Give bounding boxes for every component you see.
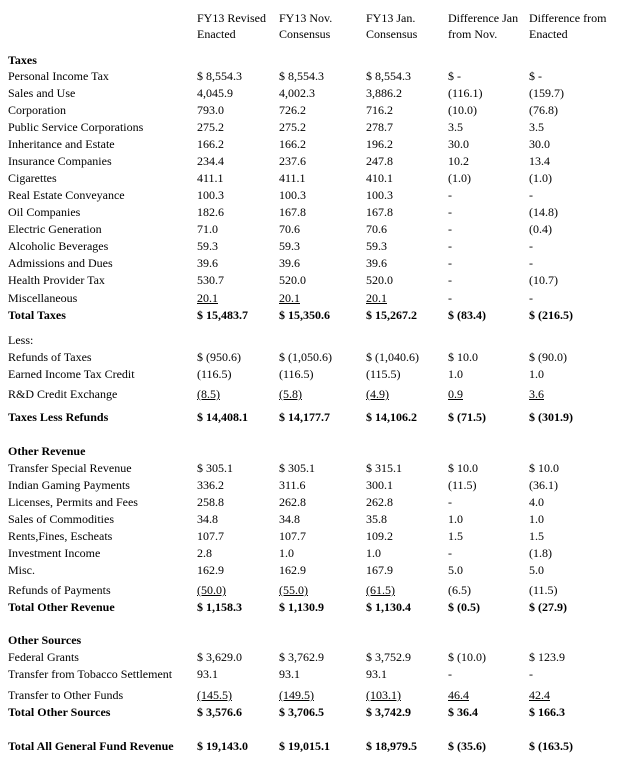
value-cell: 167.8: [366, 205, 393, 219]
value-cell: $ 123.9: [529, 650, 565, 664]
value-cell: $ (83.4): [448, 308, 486, 322]
value-cell: 5.0: [448, 563, 463, 577]
value-cell: 35.8: [366, 512, 387, 526]
grand-total-row: [0, 738, 617, 755]
value-cell: -: [448, 495, 452, 509]
value-cell: 237.6: [279, 154, 306, 168]
table-row: [0, 68, 617, 85]
value-cell: $ 305.1: [197, 461, 233, 475]
value-cell: 336.2: [197, 478, 224, 492]
value-cell: $ (301.9): [529, 410, 573, 424]
value-cell: (8.5): [197, 387, 220, 401]
value-cell: (11.5): [529, 583, 558, 597]
row-label: Personal Income Tax: [8, 69, 109, 83]
value-cell: $ (90.0): [529, 350, 567, 364]
row-label: Licenses, Permits and Fees: [8, 495, 138, 509]
col-header-diff-enacted: Difference from Enacted: [529, 11, 607, 41]
value-cell: $ 1,130.4: [366, 600, 411, 614]
value-cell: 20.1: [197, 291, 218, 305]
value-cell: 39.6: [279, 256, 300, 270]
row-label: Rents,Fines, Escheats: [8, 529, 113, 543]
value-cell: 793.0: [197, 103, 224, 117]
value-cell: (50.0): [197, 583, 226, 597]
value-cell: $ 14,106.2: [366, 410, 417, 424]
value-cell: -: [529, 256, 533, 270]
value-cell: (103.1): [366, 688, 401, 702]
value-cell: $ 15,267.2: [366, 308, 417, 322]
value-cell: 93.1: [279, 667, 300, 681]
value-cell: $ (10.0): [448, 650, 486, 664]
row-label: Investment Income: [8, 546, 101, 560]
value-cell: -: [448, 205, 452, 219]
value-cell: -: [529, 239, 533, 253]
value-cell: (11.5): [448, 478, 477, 492]
value-cell: 0.9: [448, 387, 463, 401]
table-row: [0, 187, 617, 204]
value-cell: $ 305.1: [279, 461, 315, 475]
value-cell: $ (216.5): [529, 308, 573, 322]
value-cell: (145.5): [197, 688, 232, 702]
table-row: [0, 666, 617, 683]
value-cell: 100.3: [279, 188, 306, 202]
value-cell: 39.6: [366, 256, 387, 270]
value-cell: $ (950.6): [197, 350, 241, 364]
value-cell: (115.5): [366, 367, 401, 381]
row-label: Total Other Revenue: [8, 600, 115, 614]
value-cell: 1.0: [529, 367, 544, 381]
section-total-row: [0, 409, 617, 426]
value-cell: 162.9: [279, 563, 306, 577]
value-cell: -: [448, 239, 452, 253]
value-cell: 30.0: [529, 137, 550, 151]
row-label: Total Taxes: [8, 308, 66, 322]
value-cell: (1.0): [529, 171, 552, 185]
row-label: Transfer from Tobacco Settlement: [8, 667, 173, 681]
table-row: [0, 477, 617, 494]
value-cell: 275.2: [279, 120, 306, 134]
value-cell: -: [529, 667, 533, 681]
table-row: [0, 687, 617, 704]
value-cell: (6.5): [448, 583, 471, 597]
col-header-revised-enacted: FY13 Revised Enacted: [197, 11, 266, 41]
value-cell: 93.1: [366, 667, 387, 681]
row-label: Inheritance and Estate: [8, 137, 115, 151]
value-cell: 167.8: [279, 205, 306, 219]
section-total-row: [0, 599, 617, 616]
value-cell: (1.0): [448, 171, 471, 185]
value-cell: 258.8: [197, 495, 224, 509]
value-cell: $ 8,554.3: [366, 69, 411, 83]
value-cell: $ 10.0: [448, 350, 478, 364]
value-cell: $ (27.9): [529, 600, 567, 614]
value-cell: 1.5: [448, 529, 463, 543]
value-cell: (14.8): [529, 205, 558, 219]
value-cell: 726.2: [279, 103, 306, 117]
table-row: [0, 349, 617, 366]
value-cell: (149.5): [279, 688, 314, 702]
value-cell: 247.8: [366, 154, 393, 168]
table-row: [0, 272, 617, 289]
value-cell: (1.8): [529, 546, 552, 560]
row-label: Sales of Commodities: [8, 512, 114, 526]
value-cell: $ 3,706.5: [279, 705, 324, 719]
row-label: Miscellaneous: [8, 291, 78, 305]
row-label: Sales and Use: [8, 86, 76, 100]
value-cell: (159.7): [529, 86, 564, 100]
value-cell: 182.6: [197, 205, 224, 219]
value-cell: -: [448, 188, 452, 202]
row-label: R&D Credit Exchange: [8, 387, 118, 401]
row-label: Admissions and Dues: [8, 256, 113, 270]
value-cell: $ 3,762.9: [279, 650, 324, 664]
value-cell: $ 14,177.7: [279, 410, 330, 424]
value-cell: (10.7): [529, 273, 558, 287]
row-label: Total Other Sources: [8, 705, 111, 719]
value-cell: $ 1,158.3: [197, 600, 242, 614]
table-row: [0, 386, 617, 403]
value-cell: $ 315.1: [366, 461, 402, 475]
value-cell: -: [448, 273, 452, 287]
table-row: [0, 366, 617, 383]
value-cell: $ (35.6): [448, 739, 486, 753]
value-cell: $ -: [529, 69, 542, 83]
value-cell: -: [448, 256, 452, 270]
value-cell: 107.7: [279, 529, 306, 543]
table-row: [0, 511, 617, 528]
value-cell: 59.3: [366, 239, 387, 253]
value-cell: 234.4: [197, 154, 224, 168]
value-cell: 71.0: [197, 222, 218, 236]
table-row: [0, 102, 617, 119]
section-title-label: Taxes: [8, 53, 37, 67]
value-cell: $ 3,629.0: [197, 650, 242, 664]
value-cell: $ 3,752.9: [366, 650, 411, 664]
value-cell: $ -: [448, 69, 461, 83]
value-cell: 34.8: [197, 512, 218, 526]
value-cell: 70.6: [366, 222, 387, 236]
value-cell: -: [448, 546, 452, 560]
row-label: Total All General Fund Revenue: [8, 739, 174, 753]
table-row: [0, 255, 617, 272]
row-label: Misc.: [8, 563, 35, 577]
value-cell: $ 8,554.3: [197, 69, 242, 83]
row-label: Corporation: [8, 103, 66, 117]
value-cell: $ (71.5): [448, 410, 486, 424]
value-cell: $ 3,576.6: [197, 705, 242, 719]
value-cell: 109.2: [366, 529, 393, 543]
value-cell: $ 14,408.1: [197, 410, 248, 424]
section-title: [0, 443, 617, 460]
value-cell: (55.0): [279, 583, 308, 597]
value-cell: 13.4: [529, 154, 550, 168]
table-row: [0, 119, 617, 136]
value-cell: 3,886.2: [366, 86, 402, 100]
value-cell: -: [448, 222, 452, 236]
section-total-row: [0, 704, 617, 721]
value-cell: 275.2: [197, 120, 224, 134]
value-cell: 4,045.9: [197, 86, 233, 100]
value-cell: 20.1: [279, 291, 300, 305]
value-cell: 42.4: [529, 688, 550, 702]
row-label: Indian Gaming Payments: [8, 478, 130, 492]
row-label: Electric Generation: [8, 222, 102, 236]
col-header-jan-consensus: FY13 Jan. Consensus: [366, 11, 418, 41]
value-cell: (4.9): [366, 387, 389, 401]
section-title: [0, 332, 617, 349]
value-cell: (10.0): [448, 103, 477, 117]
value-cell: 4,002.3: [279, 86, 315, 100]
value-cell: 1.0: [529, 512, 544, 526]
value-cell: 411.1: [279, 171, 306, 185]
value-cell: 520.0: [279, 273, 306, 287]
value-cell: 716.2: [366, 103, 393, 117]
row-label: Health Provider Tax: [8, 273, 105, 287]
value-cell: $ 3,742.9: [366, 705, 411, 719]
row-label: Transfer to Other Funds: [8, 688, 124, 702]
value-cell: (116.5): [197, 367, 232, 381]
row-label: Public Service Corporations: [8, 120, 144, 134]
value-cell: 311.6: [279, 478, 306, 492]
value-cell: (61.5): [366, 583, 395, 597]
value-cell: $ (1,040.6): [366, 350, 419, 364]
value-cell: 39.6: [197, 256, 218, 270]
value-cell: $ 10.0: [448, 461, 478, 475]
table-row: [0, 170, 617, 187]
value-cell: 2.8: [197, 546, 212, 560]
table-row: [0, 290, 617, 307]
value-cell: 196.2: [366, 137, 393, 151]
value-cell: $ 36.4: [448, 705, 478, 719]
section-title-label: Other Sources: [8, 633, 82, 647]
value-cell: 1.5: [529, 529, 544, 543]
value-cell: 100.3: [197, 188, 224, 202]
value-cell: (116.5): [279, 367, 314, 381]
row-label: Cigarettes: [8, 171, 57, 185]
row-label: Real Estate Conveyance: [8, 188, 125, 202]
value-cell: 30.0: [448, 137, 469, 151]
row-label: Insurance Companies: [8, 154, 112, 168]
value-cell: 162.9: [197, 563, 224, 577]
value-cell: $ 10.0: [529, 461, 559, 475]
value-cell: 166.2: [279, 137, 306, 151]
section-title-label: Less:: [8, 333, 34, 347]
section-title: [0, 632, 617, 649]
table-row: [0, 85, 617, 102]
value-cell: $ 1,130.9: [279, 600, 324, 614]
section-title: [0, 52, 617, 69]
value-cell: 59.3: [197, 239, 218, 253]
value-cell: $ 15,483.7: [197, 308, 248, 322]
section-total-row: [0, 307, 617, 324]
row-label: Oil Companies: [8, 205, 81, 219]
row-label: Alcoholic Beverages: [8, 239, 109, 253]
value-cell: $ (163.5): [529, 739, 573, 753]
value-cell: (5.8): [279, 387, 302, 401]
value-cell: 107.7: [197, 529, 224, 543]
value-cell: $ 19,143.0: [197, 739, 248, 753]
row-label: Refunds of Payments: [8, 583, 111, 597]
row-label: Earned Income Tax Credit: [8, 367, 135, 381]
value-cell: 34.8: [279, 512, 300, 526]
value-cell: 4.0: [529, 495, 544, 509]
table-row: [0, 494, 617, 511]
value-cell: $ 15,350.6: [279, 308, 330, 322]
table-row: [0, 221, 617, 238]
section-title-label: Other Revenue: [8, 444, 86, 458]
value-cell: 5.0: [529, 563, 544, 577]
value-cell: -: [529, 291, 533, 305]
value-cell: $ 18,979.5: [366, 739, 417, 753]
col-header-diff-jan-nov: Difference Jan from Nov.: [448, 11, 519, 41]
value-cell: (36.1): [529, 478, 558, 492]
value-cell: -: [448, 291, 452, 305]
value-cell: 20.1: [366, 291, 387, 305]
value-cell: 100.3: [366, 188, 393, 202]
table-row: [0, 136, 617, 153]
value-cell: 46.4: [448, 688, 469, 702]
row-label: Refunds of Taxes: [8, 350, 92, 364]
value-cell: 167.9: [366, 563, 393, 577]
value-cell: 1.0: [448, 512, 463, 526]
value-cell: (76.8): [529, 103, 558, 117]
table-row: [0, 582, 617, 599]
value-cell: 3.5: [448, 120, 463, 134]
value-cell: (116.1): [448, 86, 483, 100]
table-row: [0, 528, 617, 545]
value-cell: 59.3: [279, 239, 300, 253]
table-row: [0, 545, 617, 562]
value-cell: 70.6: [279, 222, 300, 236]
value-cell: 10.2: [448, 154, 469, 168]
value-cell: $ 8,554.3: [279, 69, 324, 83]
table-row: [0, 153, 617, 170]
value-cell: $ (0.5): [448, 600, 480, 614]
table-row: [0, 460, 617, 477]
value-cell: 530.7: [197, 273, 224, 287]
value-cell: -: [448, 667, 452, 681]
value-cell: 3.6: [529, 387, 544, 401]
value-cell: 3.5: [529, 120, 544, 134]
row-label: Federal Grants: [8, 650, 79, 664]
value-cell: 300.1: [366, 478, 393, 492]
value-cell: (0.4): [529, 222, 552, 236]
row-label: Taxes Less Refunds: [8, 410, 109, 424]
value-cell: 411.1: [197, 171, 224, 185]
value-cell: 1.0: [366, 546, 381, 560]
row-label: Transfer Special Revenue: [8, 461, 132, 475]
value-cell: 93.1: [197, 667, 218, 681]
table-row: [0, 562, 617, 579]
value-cell: $ 166.3: [529, 705, 565, 719]
table-row: [0, 238, 617, 255]
value-cell: -: [529, 188, 533, 202]
table-row: [0, 649, 617, 666]
value-cell: 166.2: [197, 137, 224, 151]
value-cell: 1.0: [279, 546, 294, 560]
value-cell: 262.8: [366, 495, 393, 509]
value-cell: $ (1,050.6): [279, 350, 332, 364]
value-cell: 520.0: [366, 273, 393, 287]
col-header-nov-consensus: FY13 Nov. Consensus: [279, 11, 333, 41]
value-cell: 410.1: [366, 171, 393, 185]
table-row: [0, 204, 617, 221]
value-cell: 1.0: [448, 367, 463, 381]
value-cell: 262.8: [279, 495, 306, 509]
value-cell: 278.7: [366, 120, 393, 134]
value-cell: $ 19,015.1: [279, 739, 330, 753]
